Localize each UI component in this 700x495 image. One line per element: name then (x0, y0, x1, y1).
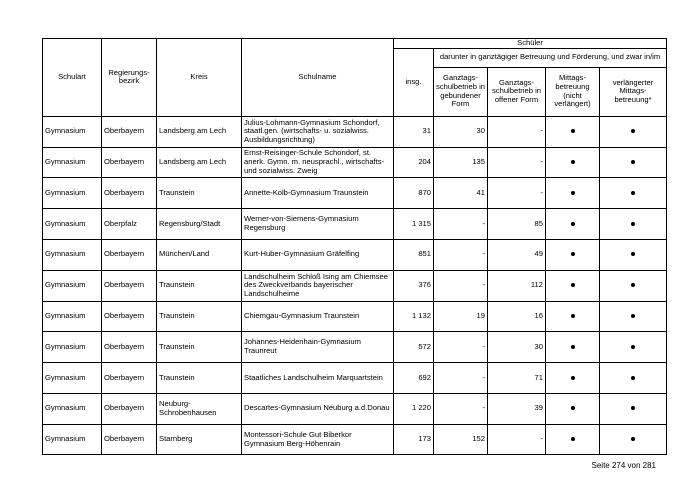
cell-mittags (546, 116, 600, 147)
cell-schulart: Gymnasium (43, 116, 102, 147)
cell-schulname: Werner-von-Siemens-Gymnasium Regensburg (242, 209, 394, 240)
schools-table (42, 38, 667, 455)
cell-offen: 39 (488, 393, 546, 424)
cell-mittags (546, 270, 600, 301)
header-schulart: Schulart (43, 39, 102, 117)
cell-schulname: Ernst-Reisinger-Schule Schondorf, st. anerk. Gymn. m. neusprachl., wirtschafts- und sozialwiss. Zweig (242, 147, 394, 178)
cell-regierungsbezirk: Oberbayern (102, 393, 157, 424)
cell-mittags (546, 178, 600, 209)
cell-insg: 31 (394, 116, 434, 147)
cell-gebunden: - (434, 209, 488, 240)
page-number: Seite 274 von 281 (591, 461, 656, 470)
bullet-icon (631, 222, 635, 226)
cell-offen: 49 (488, 239, 546, 270)
cell-regierungsbezirk: Oberbayern (102, 301, 157, 332)
cell-insg: 376 (394, 270, 434, 301)
bullet-icon (631, 252, 635, 256)
cell-insg: 204 (394, 147, 434, 178)
bullet-icon (631, 437, 635, 441)
cell-insg: 692 (394, 363, 434, 394)
table-row (43, 301, 667, 332)
cell-kreis: Traunstein (157, 363, 242, 394)
cell-schulart: Gymnasium (43, 363, 102, 394)
bullet-icon (631, 283, 635, 287)
cell-verlaengert (600, 393, 667, 424)
cell-gebunden: - (434, 363, 488, 394)
table-row (43, 270, 667, 301)
bullet-icon (631, 376, 635, 380)
table-row (43, 209, 667, 240)
cell-kreis: Traunstein (157, 332, 242, 363)
bullet-icon (571, 129, 575, 133)
cell-kreis: Traunstein (157, 301, 242, 332)
cell-offen: 112 (488, 270, 546, 301)
cell-insg: 1 132 (394, 301, 434, 332)
bullet-icon (631, 345, 635, 349)
cell-kreis: Neuburg-Schrobenhausen (157, 393, 242, 424)
bullet-icon (571, 376, 575, 380)
cell-kreis: Starnberg (157, 424, 242, 455)
cell-verlaengert (600, 332, 667, 363)
cell-schulart: Gymnasium (43, 209, 102, 240)
cell-offen: - (488, 147, 546, 178)
cell-mittags (546, 332, 600, 363)
cell-schulart: Gymnasium (43, 301, 102, 332)
cell-mittags (546, 363, 600, 394)
bullet-icon (571, 252, 575, 256)
cell-regierungsbezirk: Oberbayern (102, 116, 157, 147)
cell-gebunden: 135 (434, 147, 488, 178)
cell-kreis: Traunstein (157, 178, 242, 209)
cell-offen: 85 (488, 209, 546, 240)
cell-regierungsbezirk: Oberbayern (102, 239, 157, 270)
cell-regierungsbezirk: Oberbayern (102, 363, 157, 394)
cell-verlaengert (600, 301, 667, 332)
cell-schulname: Julius-Lohmann-Gymnasium Schondorf, staatl.gen. (wirtschafts- u. sozialwiss. Ausbildungsrichtung) (242, 116, 394, 147)
cell-gebunden: - (434, 393, 488, 424)
cell-gebunden: - (434, 270, 488, 301)
cell-mittags (546, 147, 600, 178)
bullet-icon (631, 160, 635, 164)
cell-offen: 71 (488, 363, 546, 394)
cell-mittags (546, 393, 600, 424)
header-schulname: Schulname (242, 39, 394, 117)
cell-kreis: Landsberg am Lech (157, 147, 242, 178)
cell-verlaengert (600, 239, 667, 270)
cell-kreis: München/Land (157, 239, 242, 270)
cell-verlaengert (600, 147, 667, 178)
table-row (43, 239, 667, 270)
header-mittags: Mittags-betreuung (nicht verlängert) (546, 67, 600, 116)
cell-mittags (546, 209, 600, 240)
header-gebunden: Ganztags-schulbetrieb in gebundener Form (434, 67, 488, 116)
table-row (43, 178, 667, 209)
cell-kreis: Landsberg am Lech (157, 116, 242, 147)
cell-verlaengert (600, 424, 667, 455)
cell-kreis: Traunstein (157, 270, 242, 301)
cell-verlaengert (600, 209, 667, 240)
bullet-icon (571, 191, 575, 195)
cell-insg: 173 (394, 424, 434, 455)
cell-schulname: Descartes-Gymnasium Neuburg a.d.Donau (242, 393, 394, 424)
bullet-icon (571, 283, 575, 287)
cell-regierungsbezirk: Oberbayern (102, 332, 157, 363)
cell-schulart: Gymnasium (43, 424, 102, 455)
cell-offen: - (488, 178, 546, 209)
cell-schulname: Landschulheim Schloß Ising am Chiemsee des Zweckverbands bayerischer Landschulheime (242, 270, 394, 301)
cell-offen: - (488, 116, 546, 147)
bullet-icon (571, 222, 575, 226)
cell-offen: - (488, 424, 546, 455)
cell-gebunden: - (434, 239, 488, 270)
cell-schulart: Gymnasium (43, 178, 102, 209)
header-verlaengert: verlängerter Mittags-betreuung* (600, 67, 667, 116)
header-schueler: Schüler (394, 39, 667, 49)
cell-regierungsbezirk: Oberpfalz (102, 209, 157, 240)
cell-insg: 851 (394, 239, 434, 270)
table-row (43, 363, 667, 394)
bullet-icon (631, 129, 635, 133)
cell-schulart: Gymnasium (43, 239, 102, 270)
cell-insg: 572 (394, 332, 434, 363)
cell-verlaengert (600, 116, 667, 147)
header-offen: Ganztags-schulbetrieb in offener Form (488, 67, 546, 116)
cell-regierungsbezirk: Oberbayern (102, 147, 157, 178)
table-body (43, 116, 667, 455)
table-row (43, 332, 667, 363)
header-regierungsbezirk: Regierungs-bezirk (102, 39, 157, 117)
cell-mittags (546, 424, 600, 455)
cell-schulart: Gymnasium (43, 393, 102, 424)
table-row (43, 424, 667, 455)
bullet-icon (571, 406, 575, 410)
cell-schulname: Staatliches Landschulheim Marquartstein (242, 363, 394, 394)
bullet-icon (631, 406, 635, 410)
cell-schulname: Annette-Kolb-Gymnasium Traunstein (242, 178, 394, 209)
header-darunter: darunter in ganztägiger Betreuung und Förderung, und zwar in/im (434, 48, 667, 67)
cell-schulname: Chiemgau-Gymnasium Traunstein (242, 301, 394, 332)
table-row (43, 116, 667, 147)
bullet-icon (571, 437, 575, 441)
cell-schulname: Johannes-Heidenhain-Gymnasium Traunreut (242, 332, 394, 363)
bullet-icon (571, 314, 575, 318)
cell-schulname: Montessori-Schule Gut Biberkor Gymnasium Berg-Höhenrain (242, 424, 394, 455)
cell-gebunden: 30 (434, 116, 488, 147)
cell-gebunden: - (434, 332, 488, 363)
cell-gebunden: 41 (434, 178, 488, 209)
cell-verlaengert (600, 178, 667, 209)
table-row (43, 147, 667, 178)
cell-mittags (546, 239, 600, 270)
cell-schulart: Gymnasium (43, 332, 102, 363)
table-row (43, 393, 667, 424)
cell-schulart: Gymnasium (43, 147, 102, 178)
bullet-icon (571, 345, 575, 349)
header-insg: insg. (394, 48, 434, 116)
bullet-icon (571, 160, 575, 164)
cell-regierungsbezirk: Oberbayern (102, 178, 157, 209)
cell-mittags (546, 301, 600, 332)
cell-insg: 1 315 (394, 209, 434, 240)
cell-offen: 16 (488, 301, 546, 332)
bullet-icon (631, 314, 635, 318)
cell-schulart: Gymnasium (43, 270, 102, 301)
header-kreis: Kreis (157, 39, 242, 117)
bullet-icon (631, 191, 635, 195)
cell-offen: 30 (488, 332, 546, 363)
cell-gebunden: 19 (434, 301, 488, 332)
cell-insg: 870 (394, 178, 434, 209)
cell-regierungsbezirk: Oberbayern (102, 424, 157, 455)
cell-insg: 1 220 (394, 393, 434, 424)
cell-verlaengert (600, 270, 667, 301)
cell-regierungsbezirk: Oberbayern (102, 270, 157, 301)
cell-gebunden: 152 (434, 424, 488, 455)
cell-verlaengert (600, 363, 667, 394)
cell-schulname: Kurt-Huber-Gymnasium Gräfelfing (242, 239, 394, 270)
cell-kreis: Regensburg/Stadt (157, 209, 242, 240)
